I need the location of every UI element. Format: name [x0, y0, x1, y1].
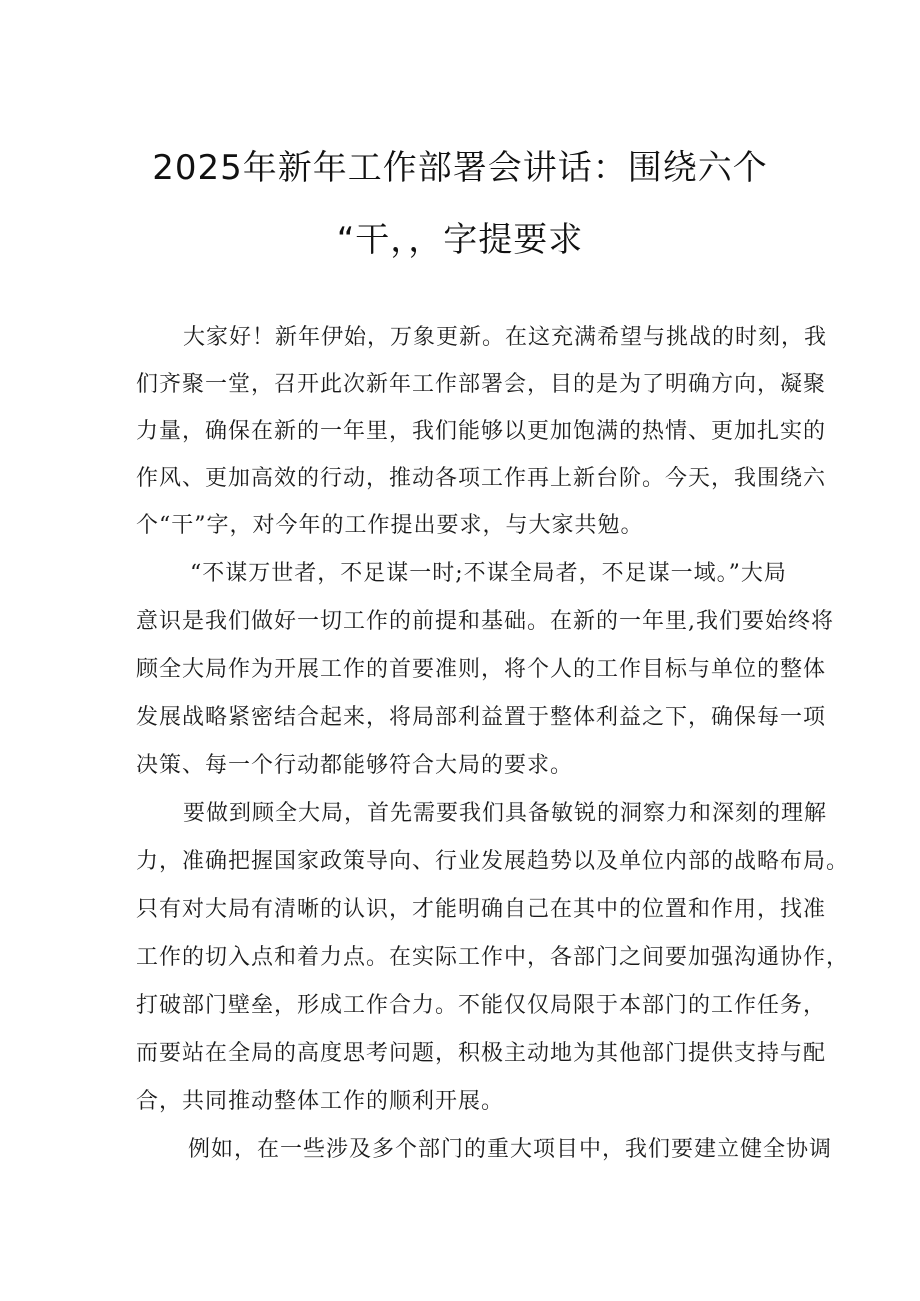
- body-line: 们齐聚一堂，召开此次新年工作部署会，目的是为了明确方向，凝聚: [136, 372, 827, 397]
- body-line: 合，共同推动整体工作的顺利开展。: [136, 1089, 505, 1114]
- body-line: 只有对大局有清晰的认识，才能明确自己在其中的位置和作用，找准: [136, 897, 827, 922]
- body-line: 例如，在一些涉及多个部门的重大项目中，我们要建立健全协调: [188, 1137, 833, 1162]
- body-line: 工作的切入点和着力点。在实际工作中，各部门之间要加强沟通协作，: [136, 945, 850, 970]
- body-line: 要做到顾全大局，首先需要我们具备敏锐的洞察力和深刻的理解: [183, 801, 828, 826]
- body-line: 而要站在全局的高度思考问题，积极主动地为其他部门提供支持与配: [136, 1041, 827, 1066]
- body-line: 力，准确把握国家政策导向、行业发展趋势以及单位内部的战略布局。: [136, 849, 850, 874]
- body-line: 打破部门壁垒，形成工作合力。不能仅仅局限于本部门的工作任务，: [136, 993, 827, 1018]
- document-title-line-2: “干，，字提要求: [336, 220, 584, 260]
- body-line: 意识是我们做好一切工作的前提和基础。在新的一年里,我们要始终将: [136, 609, 834, 634]
- body-line: 大家好！新年伊始，万象更新。在这充满希望与挑战的时刻，我: [183, 325, 828, 350]
- body-line: 决策、每一个行动都能够符合大局的要求。: [136, 753, 574, 778]
- body-line: 顾全大局作为开展工作的首要准则，将个人的工作目标与单位的整体: [136, 657, 827, 682]
- body-line: “不谋万世者，不足谋一时;不谋全局者，不足谋一域。”大局: [190, 561, 787, 586]
- body-line: 发展战略紧密结合起来，将局部利益置于整体利益之下，确保每一项: [136, 705, 827, 730]
- body-line: 力量，确保在新的一年里，我们能够以更加饱满的热情、更加扎实的: [136, 419, 827, 444]
- document-title-line-1: 2025年新年工作部署会讲话：围绕六个: [152, 148, 768, 188]
- body-line: 个“干”字，对今年的工作提出要求，与大家共勉。: [136, 513, 644, 538]
- body-line: 作风、更加高效的行动，推动各项工作再上新台阶。今天，我围绕六: [136, 466, 827, 491]
